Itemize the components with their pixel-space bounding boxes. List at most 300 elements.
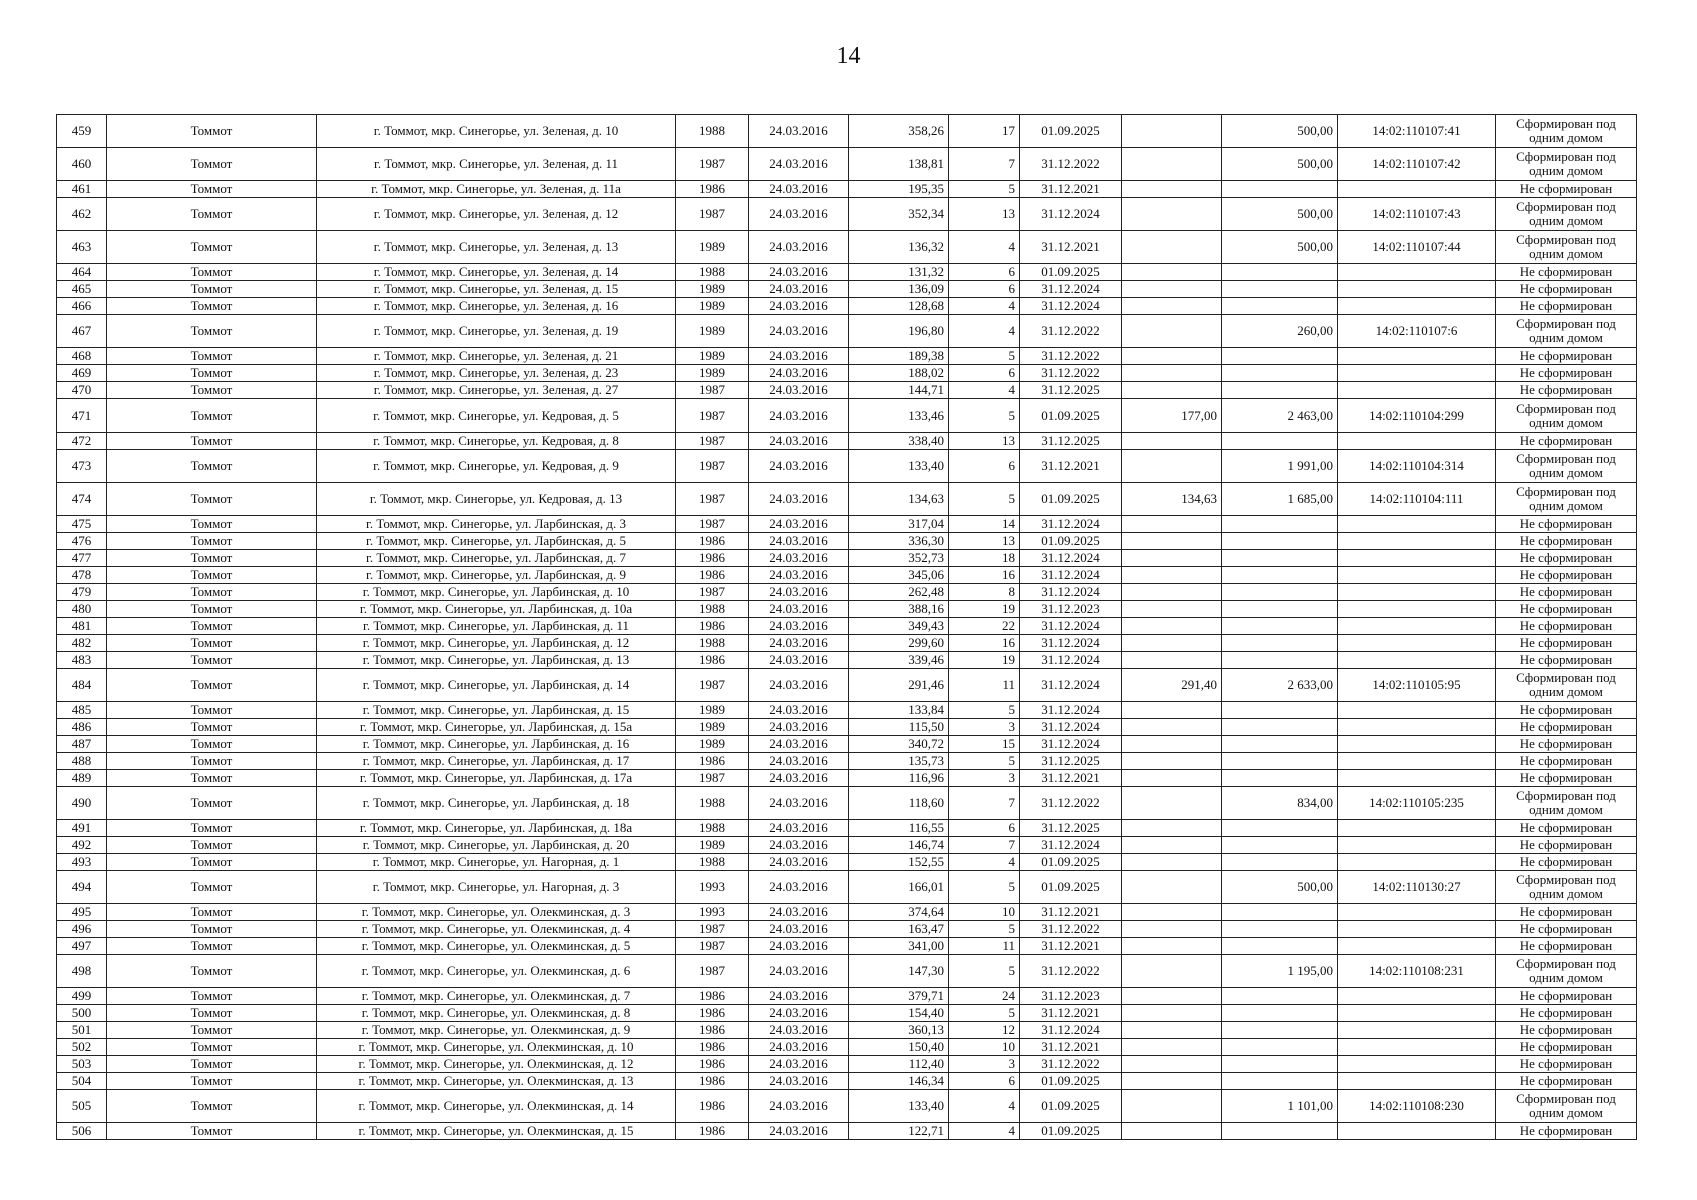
land-area-a-cell [1122, 515, 1222, 532]
land-status-cell: Не сформирован [1496, 651, 1637, 668]
row-number-cell: 484 [57, 668, 107, 701]
land-status-cell: Не сформирован [1496, 348, 1637, 365]
land-area-b-cell [1222, 904, 1338, 921]
settlement-cell: Томмот [107, 298, 317, 315]
deadline-cell: 31.12.2024 [1020, 198, 1122, 231]
row-number-cell: 491 [57, 819, 107, 836]
land-area-b-cell [1222, 382, 1338, 399]
table-row [57, 449, 1637, 482]
address-cell: г. Томмот, мкр. Синегорье, ул. Олекминская, д. 3 [317, 904, 676, 921]
area-cell: 196,80 [849, 315, 949, 348]
cadastral-number-cell [1338, 836, 1496, 853]
deadline-cell: 01.09.2025 [1020, 399, 1122, 432]
land-area-b-cell: 500,00 [1222, 198, 1338, 231]
table-row [57, 315, 1637, 348]
land-area-b-cell: 500,00 [1222, 870, 1338, 903]
row-number-cell: 488 [57, 752, 107, 769]
date-cell: 24.03.2016 [749, 348, 849, 365]
table-row [57, 1039, 1637, 1056]
year-built-cell: 1987 [676, 198, 749, 231]
land-area-a-cell [1122, 1039, 1222, 1056]
table-row [57, 181, 1637, 198]
date-cell: 24.03.2016 [749, 449, 849, 482]
area-cell: 133,40 [849, 1090, 949, 1123]
year-built-cell: 1986 [676, 1073, 749, 1090]
cadastral-number-cell [1338, 988, 1496, 1005]
area-cell: 138,81 [849, 148, 949, 181]
area-cell: 188,02 [849, 365, 949, 382]
deadline-cell: 31.12.2021 [1020, 1039, 1122, 1056]
land-status-cell: Не сформирован [1496, 617, 1637, 634]
land-area-a-cell [1122, 198, 1222, 231]
row-number-cell: 460 [57, 148, 107, 181]
table-row [57, 198, 1637, 231]
table-row [57, 348, 1637, 365]
address-cell: г. Томмот, мкр. Синегорье, ул. Зеленая, д. 13 [317, 231, 676, 264]
settlement-cell: Томмот [107, 836, 317, 853]
area-cell: 116,55 [849, 819, 949, 836]
land-status-cell: Сформирован под одним домом [1496, 482, 1637, 515]
area-cell: 338,40 [849, 432, 949, 449]
table-row [57, 836, 1637, 853]
settlement-cell: Томмот [107, 701, 317, 718]
row-number-cell: 501 [57, 1022, 107, 1039]
row-number-cell: 498 [57, 955, 107, 988]
address-cell: г. Томмот, мкр. Синегорье, ул. Зеленая, д. 21 [317, 348, 676, 365]
residents-cell: 13 [949, 532, 1020, 549]
area-cell: 339,46 [849, 651, 949, 668]
address-cell: г. Томмот, мкр. Синегорье, ул. Олекминская, д. 8 [317, 1005, 676, 1022]
deadline-cell: 31.12.2024 [1020, 298, 1122, 315]
date-cell: 24.03.2016 [749, 651, 849, 668]
deadline-cell: 31.12.2021 [1020, 1005, 1122, 1022]
area-cell: 146,34 [849, 1073, 949, 1090]
deadline-cell: 01.09.2025 [1020, 1090, 1122, 1123]
deadline-cell: 31.12.2024 [1020, 718, 1122, 735]
area-cell: 146,74 [849, 836, 949, 853]
land-area-b-cell [1222, 264, 1338, 281]
year-built-cell: 1986 [676, 752, 749, 769]
table-row [57, 718, 1637, 735]
table-row [57, 769, 1637, 786]
settlement-cell: Томмот [107, 515, 317, 532]
address-cell: г. Томмот, мкр. Синегорье, ул. Олекминская, д. 10 [317, 1039, 676, 1056]
area-cell: 144,71 [849, 382, 949, 399]
address-cell: г. Томмот, мкр. Синегорье, ул. Кедровая, д. 5 [317, 399, 676, 432]
residents-cell: 6 [949, 264, 1020, 281]
land-area-a-cell [1122, 181, 1222, 198]
cadastral-number-cell [1338, 432, 1496, 449]
cadastral-number-cell [1338, 298, 1496, 315]
land-status-cell: Не сформирован [1496, 1056, 1637, 1073]
table-row [57, 566, 1637, 583]
land-area-b-cell [1222, 566, 1338, 583]
deadline-cell: 31.12.2024 [1020, 515, 1122, 532]
land-area-b-cell [1222, 853, 1338, 870]
land-area-a-cell [1122, 735, 1222, 752]
land-area-a-cell [1122, 298, 1222, 315]
date-cell: 24.03.2016 [749, 198, 849, 231]
cadastral-number-cell: 14:02:110107:43 [1338, 198, 1496, 231]
deadline-cell: 01.09.2025 [1020, 870, 1122, 903]
settlement-cell: Томмот [107, 668, 317, 701]
table-row [57, 399, 1637, 432]
cadastral-number-cell [1338, 701, 1496, 718]
year-built-cell: 1986 [676, 651, 749, 668]
deadline-cell: 31.12.2024 [1020, 281, 1122, 298]
land-area-b-cell [1222, 1123, 1338, 1140]
cadastral-number-cell: 14:02:110107:6 [1338, 315, 1496, 348]
residents-cell: 4 [949, 298, 1020, 315]
cadastral-number-cell [1338, 549, 1496, 566]
land-area-b-cell [1222, 718, 1338, 735]
land-area-a-cell [1122, 583, 1222, 600]
residents-cell: 5 [949, 348, 1020, 365]
year-built-cell: 1987 [676, 938, 749, 955]
address-cell: г. Томмот, мкр. Синегорье, ул. Зеленая, д. 11а [317, 181, 676, 198]
year-built-cell: 1988 [676, 819, 749, 836]
land-status-cell: Не сформирован [1496, 921, 1637, 938]
date-cell: 24.03.2016 [749, 836, 849, 853]
row-number-cell: 463 [57, 231, 107, 264]
table-row [57, 701, 1637, 718]
land-area-b-cell [1222, 769, 1338, 786]
settlement-cell: Томмот [107, 566, 317, 583]
table-row [57, 281, 1637, 298]
land-status-cell: Не сформирован [1496, 432, 1637, 449]
date-cell: 24.03.2016 [749, 315, 849, 348]
deadline-cell: 31.12.2022 [1020, 348, 1122, 365]
year-built-cell: 1986 [676, 617, 749, 634]
row-number-cell: 472 [57, 432, 107, 449]
table-row [57, 938, 1637, 955]
year-built-cell: 1986 [676, 1056, 749, 1073]
settlement-cell: Томмот [107, 198, 317, 231]
settlement-cell: Томмот [107, 600, 317, 617]
row-number-cell: 465 [57, 281, 107, 298]
cadastral-number-cell [1338, 853, 1496, 870]
table-row [57, 583, 1637, 600]
land-area-b-cell [1222, 365, 1338, 382]
table-row [57, 264, 1637, 281]
area-cell: 340,72 [849, 735, 949, 752]
land-area-b-cell [1222, 1056, 1338, 1073]
row-number-cell: 485 [57, 701, 107, 718]
settlement-cell: Томмот [107, 482, 317, 515]
area-cell: 116,96 [849, 769, 949, 786]
date-cell: 24.03.2016 [749, 181, 849, 198]
land-area-b-cell [1222, 836, 1338, 853]
area-cell: 352,34 [849, 198, 949, 231]
land-area-b-cell [1222, 617, 1338, 634]
date-cell: 24.03.2016 [749, 1022, 849, 1039]
year-built-cell: 1989 [676, 836, 749, 853]
residents-cell: 3 [949, 769, 1020, 786]
table-row [57, 148, 1637, 181]
land-area-b-cell [1222, 298, 1338, 315]
area-cell: 374,64 [849, 904, 949, 921]
land-status-cell: Не сформирован [1496, 298, 1637, 315]
settlement-cell: Томмот [107, 735, 317, 752]
settlement-cell: Томмот [107, 365, 317, 382]
cadastral-number-cell [1338, 181, 1496, 198]
deadline-cell: 01.09.2025 [1020, 264, 1122, 281]
land-area-b-cell [1222, 819, 1338, 836]
date-cell: 24.03.2016 [749, 115, 849, 148]
cadastral-number-cell: 14:02:110105:235 [1338, 786, 1496, 819]
table-row [57, 668, 1637, 701]
settlement-cell: Томмот [107, 281, 317, 298]
address-cell: г. Томмот, мкр. Синегорье, ул. Ларбинская, д. 10 [317, 583, 676, 600]
address-cell: г. Томмот, мкр. Синегорье, ул. Олекминская, д. 12 [317, 1056, 676, 1073]
date-cell: 24.03.2016 [749, 735, 849, 752]
land-area-b-cell [1222, 988, 1338, 1005]
row-number-cell: 476 [57, 532, 107, 549]
deadline-cell: 01.09.2025 [1020, 115, 1122, 148]
date-cell: 24.03.2016 [749, 819, 849, 836]
cadastral-number-cell [1338, 566, 1496, 583]
address-cell: г. Томмот, мкр. Синегорье, ул. Кедровая, д. 13 [317, 482, 676, 515]
land-area-a-cell: 134,63 [1122, 482, 1222, 515]
settlement-cell: Томмот [107, 651, 317, 668]
row-number-cell: 478 [57, 566, 107, 583]
cadastral-number-cell [1338, 752, 1496, 769]
table-row [57, 1022, 1637, 1039]
land-status-cell: Не сформирован [1496, 819, 1637, 836]
cadastral-number-cell [1338, 348, 1496, 365]
area-cell: 163,47 [849, 921, 949, 938]
date-cell: 24.03.2016 [749, 668, 849, 701]
table-row [57, 1123, 1637, 1140]
land-area-a-cell [1122, 264, 1222, 281]
land-area-a-cell [1122, 836, 1222, 853]
cadastral-number-cell [1338, 819, 1496, 836]
land-area-a-cell [1122, 651, 1222, 668]
land-status-cell: Сформирован под одним домом [1496, 198, 1637, 231]
cadastral-number-cell: 14:02:110105:95 [1338, 668, 1496, 701]
land-area-b-cell: 260,00 [1222, 315, 1338, 348]
residents-cell: 5 [949, 482, 1020, 515]
land-area-b-cell: 500,00 [1222, 231, 1338, 264]
year-built-cell: 1989 [676, 348, 749, 365]
deadline-cell: 31.12.2023 [1020, 988, 1122, 1005]
year-built-cell: 1987 [676, 432, 749, 449]
area-cell: 352,73 [849, 549, 949, 566]
row-number-cell: 468 [57, 348, 107, 365]
settlement-cell: Томмот [107, 399, 317, 432]
address-cell: г. Томмот, мкр. Синегорье, ул. Зеленая, д. 11 [317, 148, 676, 181]
cadastral-number-cell: 14:02:110108:231 [1338, 955, 1496, 988]
table-row [57, 1073, 1637, 1090]
row-number-cell: 470 [57, 382, 107, 399]
date-cell: 24.03.2016 [749, 921, 849, 938]
table-row [57, 231, 1637, 264]
deadline-cell: 31.12.2021 [1020, 769, 1122, 786]
land-area-a-cell [1122, 752, 1222, 769]
cadastral-number-cell [1338, 921, 1496, 938]
row-number-cell: 473 [57, 449, 107, 482]
table-row [57, 1056, 1637, 1073]
deadline-cell: 31.12.2021 [1020, 904, 1122, 921]
residents-cell: 4 [949, 1090, 1020, 1123]
land-area-a-cell [1122, 786, 1222, 819]
year-built-cell: 1989 [676, 298, 749, 315]
deadline-cell: 31.12.2024 [1020, 549, 1122, 566]
land-status-cell: Не сформирован [1496, 1039, 1637, 1056]
row-number-cell: 490 [57, 786, 107, 819]
deadline-cell: 31.12.2025 [1020, 432, 1122, 449]
year-built-cell: 1987 [676, 148, 749, 181]
land-status-cell: Не сформирован [1496, 1123, 1637, 1140]
residents-cell: 6 [949, 281, 1020, 298]
land-status-cell: Сформирован под одним домом [1496, 1090, 1637, 1123]
deadline-cell: 31.12.2024 [1020, 634, 1122, 651]
row-number-cell: 505 [57, 1090, 107, 1123]
cadastral-number-cell: 14:02:110104:111 [1338, 482, 1496, 515]
address-cell: г. Томмот, мкр. Синегорье, ул. Олекминская, д. 7 [317, 988, 676, 1005]
address-cell: г. Томмот, мкр. Синегорье, ул. Ларбинская, д. 10а [317, 600, 676, 617]
cadastral-number-cell [1338, 264, 1496, 281]
date-cell: 24.03.2016 [749, 532, 849, 549]
area-cell: 112,40 [849, 1056, 949, 1073]
land-area-a-cell [1122, 1090, 1222, 1123]
area-cell: 291,46 [849, 668, 949, 701]
settlement-cell: Томмот [107, 1022, 317, 1039]
year-built-cell: 1989 [676, 281, 749, 298]
residents-cell: 6 [949, 449, 1020, 482]
land-area-a-cell [1122, 634, 1222, 651]
date-cell: 24.03.2016 [749, 701, 849, 718]
land-area-b-cell [1222, 583, 1338, 600]
date-cell: 24.03.2016 [749, 566, 849, 583]
year-built-cell: 1989 [676, 231, 749, 264]
land-area-b-cell: 1 685,00 [1222, 482, 1338, 515]
date-cell: 24.03.2016 [749, 515, 849, 532]
address-cell: г. Томмот, мкр. Синегорье, ул. Ларбинская, д. 14 [317, 668, 676, 701]
row-number-cell: 495 [57, 904, 107, 921]
table-row [57, 600, 1637, 617]
area-cell: 349,43 [849, 617, 949, 634]
settlement-cell: Томмот [107, 264, 317, 281]
deadline-cell: 01.09.2025 [1020, 853, 1122, 870]
residents-cell: 19 [949, 600, 1020, 617]
settlement-cell: Томмот [107, 432, 317, 449]
land-area-b-cell [1222, 549, 1338, 566]
land-status-cell: Не сформирован [1496, 515, 1637, 532]
settlement-cell: Томмот [107, 532, 317, 549]
address-cell: г. Томмот, мкр. Синегорье, ул. Олекминская, д. 15 [317, 1123, 676, 1140]
address-cell: г. Томмот, мкр. Синегорье, ул. Ларбинская, д. 12 [317, 634, 676, 651]
area-cell: 341,00 [849, 938, 949, 955]
table-row [57, 735, 1637, 752]
residents-cell: 10 [949, 1039, 1020, 1056]
land-status-cell: Не сформирован [1496, 382, 1637, 399]
deadline-cell: 31.12.2021 [1020, 449, 1122, 482]
area-cell: 136,09 [849, 281, 949, 298]
date-cell: 24.03.2016 [749, 549, 849, 566]
date-cell: 24.03.2016 [749, 600, 849, 617]
area-cell: 152,55 [849, 853, 949, 870]
land-area-b-cell: 2 633,00 [1222, 668, 1338, 701]
row-number-cell: 492 [57, 836, 107, 853]
year-built-cell: 1986 [676, 1090, 749, 1123]
settlement-cell: Томмот [107, 549, 317, 566]
deadline-cell: 31.12.2024 [1020, 566, 1122, 583]
land-area-a-cell: 177,00 [1122, 399, 1222, 432]
land-status-cell: Сформирован под одним домом [1496, 315, 1637, 348]
year-built-cell: 1987 [676, 382, 749, 399]
land-area-a-cell [1122, 938, 1222, 955]
deadline-cell: 31.12.2024 [1020, 583, 1122, 600]
residents-cell: 7 [949, 836, 1020, 853]
row-number-cell: 504 [57, 1073, 107, 1090]
area-cell: 189,38 [849, 348, 949, 365]
deadline-cell: 31.12.2024 [1020, 735, 1122, 752]
cadastral-number-cell [1338, 1123, 1496, 1140]
residents-cell: 11 [949, 938, 1020, 955]
cadastral-number-cell [1338, 382, 1496, 399]
area-cell: 147,30 [849, 955, 949, 988]
area-cell: 134,63 [849, 482, 949, 515]
land-area-b-cell [1222, 515, 1338, 532]
year-built-cell: 1988 [676, 634, 749, 651]
year-built-cell: 1986 [676, 988, 749, 1005]
row-number-cell: 474 [57, 482, 107, 515]
area-cell: 336,30 [849, 532, 949, 549]
land-area-b-cell [1222, 1022, 1338, 1039]
residents-cell: 16 [949, 566, 1020, 583]
date-cell: 24.03.2016 [749, 583, 849, 600]
date-cell: 24.03.2016 [749, 365, 849, 382]
date-cell: 24.03.2016 [749, 786, 849, 819]
table-row [57, 482, 1637, 515]
area-cell: 388,16 [849, 600, 949, 617]
address-cell: г. Томмот, мкр. Синегорье, ул. Нагорная, д. 1 [317, 853, 676, 870]
cadastral-number-cell [1338, 769, 1496, 786]
year-built-cell: 1988 [676, 786, 749, 819]
cadastral-number-cell: 14:02:110108:230 [1338, 1090, 1496, 1123]
deadline-cell: 31.12.2024 [1020, 836, 1122, 853]
address-cell: г. Томмот, мкр. Синегорье, ул. Ларбинская, д. 13 [317, 651, 676, 668]
land-status-cell: Сформирован под одним домом [1496, 231, 1637, 264]
year-built-cell: 1987 [676, 515, 749, 532]
address-cell: г. Томмот, мкр. Синегорье, ул. Ларбинская, д. 16 [317, 735, 676, 752]
land-area-b-cell [1222, 938, 1338, 955]
land-area-a-cell [1122, 955, 1222, 988]
land-area-a-cell [1122, 115, 1222, 148]
year-built-cell: 1989 [676, 735, 749, 752]
residents-cell: 6 [949, 365, 1020, 382]
land-status-cell: Сформирован под одним домом [1496, 955, 1637, 988]
area-cell: 379,71 [849, 988, 949, 1005]
year-built-cell: 1986 [676, 1123, 749, 1140]
table-row [57, 115, 1637, 148]
address-cell: г. Томмот, мкр. Синегорье, ул. Олекминская, д. 5 [317, 938, 676, 955]
land-status-cell: Не сформирован [1496, 836, 1637, 853]
settlement-cell: Томмот [107, 988, 317, 1005]
residents-cell: 15 [949, 735, 1020, 752]
area-cell: 128,68 [849, 298, 949, 315]
settlement-cell: Томмот [107, 148, 317, 181]
row-number-cell: 480 [57, 600, 107, 617]
year-built-cell: 1986 [676, 532, 749, 549]
land-area-b-cell: 500,00 [1222, 115, 1338, 148]
row-number-cell: 487 [57, 735, 107, 752]
settlement-cell: Томмот [107, 1039, 317, 1056]
land-status-cell: Не сформирован [1496, 904, 1637, 921]
deadline-cell: 31.12.2025 [1020, 819, 1122, 836]
land-area-b-cell [1222, 281, 1338, 298]
